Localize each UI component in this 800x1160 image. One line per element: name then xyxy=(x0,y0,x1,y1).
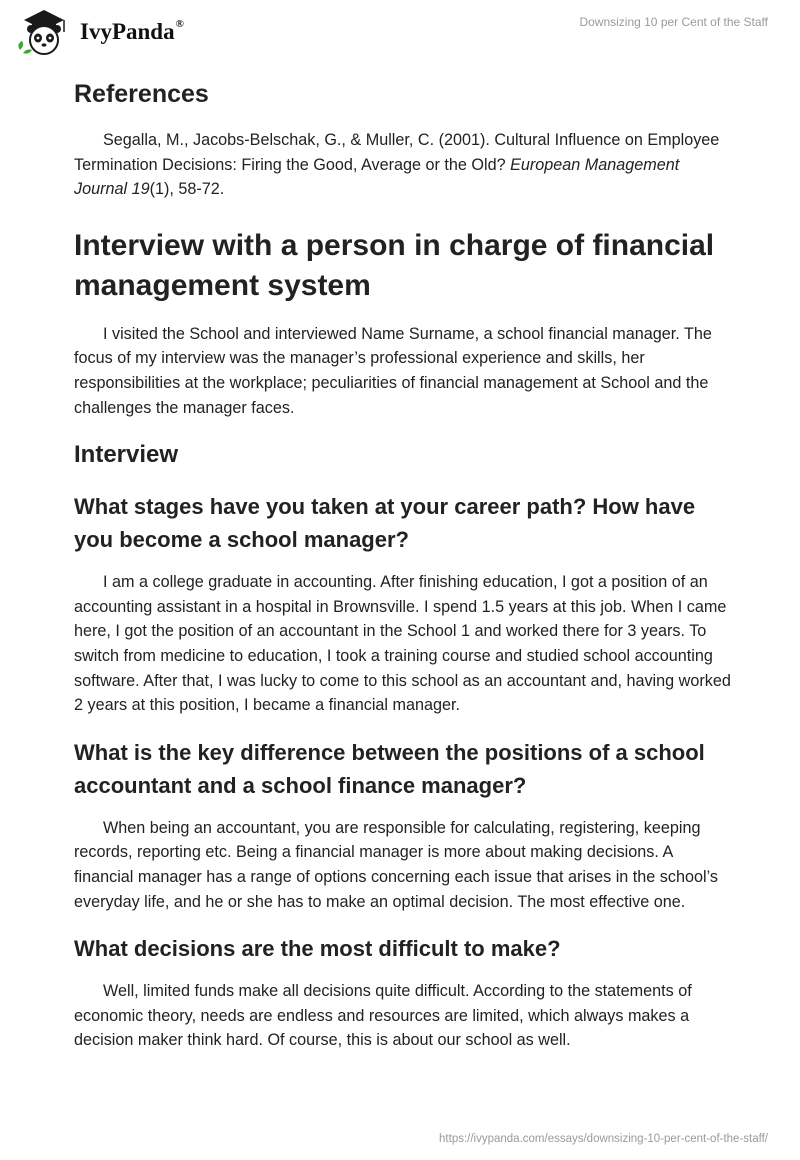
interview-heading: Interview xyxy=(74,441,179,469)
question-heading: What decisions are the most difficult to make? xyxy=(74,936,561,962)
citation-issue: (1), 58-72. xyxy=(149,180,225,199)
answer-paragraph: When being an accountant, you are responsible for calculating, registering, keeping records, reporting etc. Being a financial manager is more about making decisions. A financial manager has a range of options concerning each issue that arises in the school’s everyday life, and he or she has to make an optimal decision. The most effective one. xyxy=(74,818,718,911)
interview-section-heading: Interview with a person in charge of financial management system xyxy=(74,228,715,302)
question-heading: What stages have you taken at your career path? How have you become a school manager? xyxy=(74,494,696,553)
panda-logo-icon[interactable] xyxy=(14,6,76,58)
brand-text: IvyPanda xyxy=(80,19,175,44)
question-heading: What is the key difference between the positions of a school accountant and a school finance manager? xyxy=(74,739,705,798)
source-url[interactable]: https://ivypanda.com/essays/downsizing-10-per-cent-of-the-staff/ xyxy=(439,1133,768,1145)
document-title: Downsizing 10 per Cent of the Staff xyxy=(579,15,768,29)
page-header xyxy=(0,0,800,70)
registered-mark: ® xyxy=(175,18,184,31)
citation-journal: European Management Journal 19 xyxy=(74,155,680,199)
intro-paragraph: I visited the School and interviewed Name Surname, a school financial manager. The focus of my interview was the manager’s professional experience and skills, her responsibilities at the workplace; peculiarities of financial management at School and the challenges the manager faces. xyxy=(74,324,712,417)
answer-paragraph: Well, limited funds make all decisions quite difficult. According to the statements of economic theory, needs are endless and resources are limited, which always makes a decision maker think hard. Of course, this is about our school as well. xyxy=(74,982,692,1050)
references-heading: References xyxy=(74,80,209,108)
brand-name[interactable] xyxy=(80,19,184,45)
article-content xyxy=(74,70,734,1053)
citation-text: Segalla, M., Jacobs-Belschak, G., & Muller, C. (2001). Cultural Influence on Employee Termination Decisions: Firing the Good, Average or the Old? xyxy=(74,131,720,174)
answer-paragraph: I am a college graduate in accounting. After finishing education, I got a position of an accounting assistant in a hospital in Brownsville. I spend 1.5 years at this job. When I came here, I got the position of an accountant in the School 1 and worked there for 3 years. To switch from medicine to education, I took a training course and studied school accounting software. After that, I was lucky to come to this school as an accountant and, having worked 2 years at this position, I became a financial manager. xyxy=(74,573,731,715)
reference-citation xyxy=(74,128,734,202)
